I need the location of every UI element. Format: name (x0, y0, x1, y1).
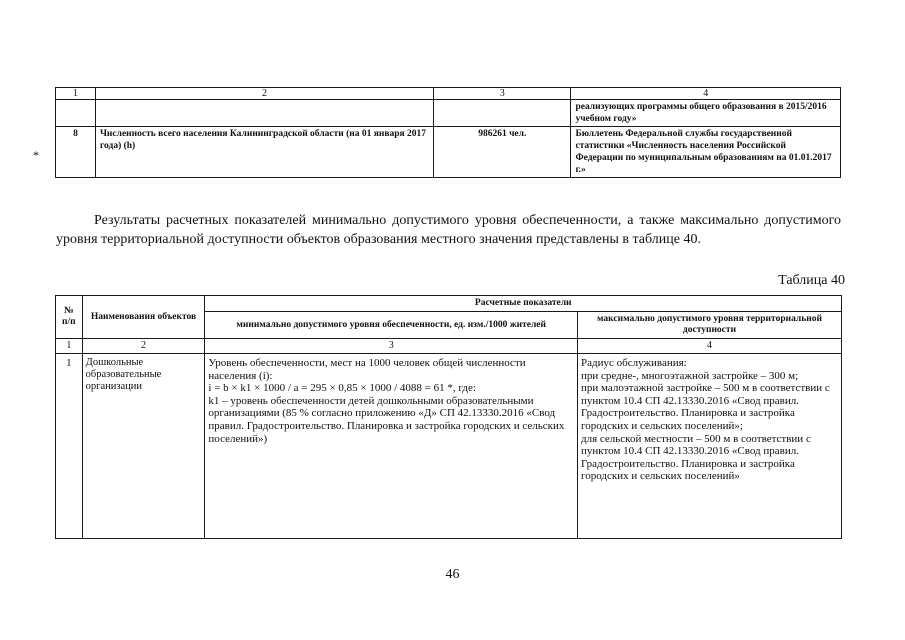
object-name: Дошкольные образовательные организации (82, 354, 205, 539)
margin-asterisk: * (33, 148, 39, 162)
table-caption: Таблица 40 (778, 273, 845, 288)
max-level-cell (577, 354, 841, 539)
table-row (56, 354, 842, 539)
row-number: 1 (56, 354, 83, 539)
continued-source-cell: реализующих программы общего образования в 2015/2016 учебном году» (571, 100, 841, 127)
col-header-3: 3 (434, 88, 571, 100)
max-line: Радиус обслуживания: (580, 357, 687, 369)
table-row (56, 127, 841, 178)
header-object-name: Наименования объектов (82, 296, 205, 339)
header-max-level: максимально допустимого уровня территориальной доступности (577, 312, 841, 339)
col-header-2: 2 (95, 88, 433, 100)
col-number-3: 3 (205, 339, 578, 354)
max-line: для сельской местности – 500 м в соответствии с пунктом 10.4 СП 42.13330.2016 «Свод правил. Градостроительство. Планировка и застройка городских и сельских поселений» (580, 432, 811, 483)
min-level-cell (205, 354, 578, 539)
col-header-1: 1 (56, 88, 96, 100)
body-paragraph: Результаты расчетных показателей минимально допустимого уровня обеспеченности, а также максимально допустимого уровня территориальной доступности объектов образования местного значения представлены в таблице 40. (56, 213, 841, 247)
max-line: при малоэтажной застройке – 500 м в соответствии с пунктом 10.4 СП 42.13330.2016 «Свод правил. Градостроительство. Планировка и застройка городских и сельских поселений»; (580, 382, 830, 432)
indicator-name: Численность всего населения Калининградской области (на 01 января 2017 года) (h) (95, 127, 433, 178)
indicator-value: 986261 чел. (434, 127, 571, 178)
col-number-4: 4 (577, 339, 841, 354)
col-number-2: 2 (82, 339, 205, 354)
column-number-row (56, 339, 842, 354)
max-line: при средне-, многоэтажной застройке – 300 м; (580, 369, 799, 382)
min-line: k1 – уровень обеспеченности детей дошкольными образовательными организациями (85 % согласно приложению «Д» СП 42.13330.2016 «Свод правил. Градостроительство. Планировка и застройка городских и сельских поселений») (208, 394, 565, 445)
header-num: № п/п (56, 296, 83, 339)
page-number: 46 (445, 567, 460, 582)
table-header-row (56, 88, 841, 100)
header-row-1 (56, 296, 842, 312)
min-line: Уровень обеспеченности, мест на 1000 человек общей численности населения (i): (208, 357, 526, 382)
min-formula: i = b × k1 × 1000 / a = 295 × 0,85 × 1000 / 4088 = 61 *, где: (208, 382, 476, 395)
header-min-level: минимально допустимого уровня обеспеченности, ед. изм./1000 жителей (205, 312, 578, 339)
table-row-continued (56, 100, 841, 127)
continued-indicators-table (55, 87, 841, 178)
row-number: 8 (56, 127, 96, 178)
col-header-4: 4 (571, 88, 841, 100)
header-calculated-indicators: Расчетные показатели (205, 296, 842, 312)
indicator-source: Бюллетень Федеральной службы государственной статистики «Численность населения Российской Федерации по муниципальным образованиям на 01.01.2017 г.» (571, 127, 841, 178)
col-number-1: 1 (56, 339, 83, 354)
table-40 (55, 295, 842, 539)
